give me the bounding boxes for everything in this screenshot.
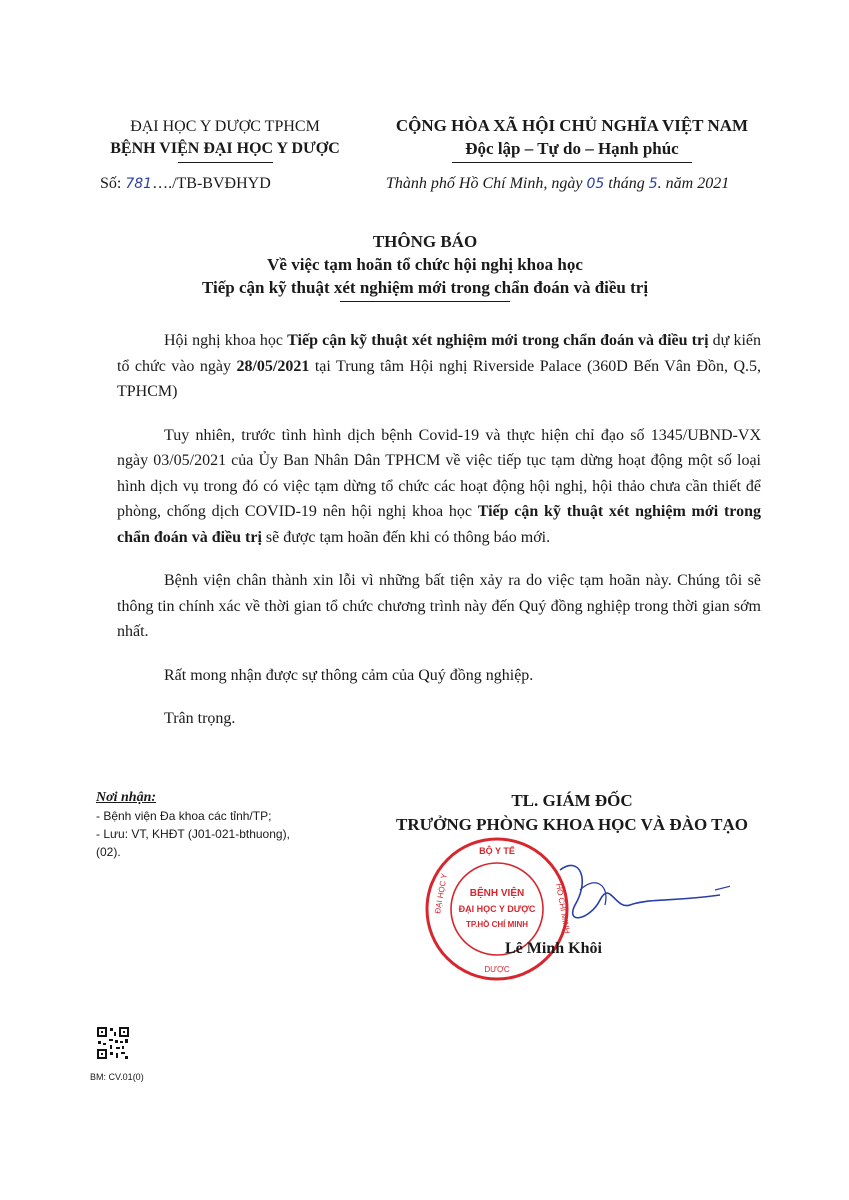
conference-name: Tiếp cận kỹ thuật xét nghiệm mới trong chẩn đoán và điều trị [287, 332, 709, 349]
text: Tuy nhiên, trước tình hình dịch bệnh Covid-19 và thực hiện chỉ đạo số 1345/UBND-VX ngày 03/05/2021 của Ủy Ban Nhân Dân TPHCM về việc tiếp tục tạm dừng hoạt động một số loại hình dịch vụ trong đó có việc tạm dừng tổ chức các hoạt động hội nghị, hội thảo chưa cần thiết để phòng, chống dịch COVID-19 nên hội nghị khoa học [117, 426, 761, 520]
text: sẽ được tạm hoãn đến khi có thông báo mới. [261, 528, 551, 546]
stamp-line1: BỆNH VIỆN [469, 888, 525, 899]
date-text: . năm 2021 [657, 175, 730, 192]
text: Hội nghị khoa học [164, 332, 288, 349]
number-suffix: …./TB-BVĐHYD [152, 175, 271, 192]
document-body [117, 328, 761, 750]
recipients-label: Nơi nhận: [96, 790, 157, 805]
organization-header [80, 116, 370, 163]
stamp-top-text: BỘ Y TẾ [479, 846, 515, 856]
date-day: 05 [586, 176, 605, 192]
motto: Độc lập – Tự do – Hạnh phúc [465, 139, 679, 158]
recipient-item: - Lưu: VT, KHĐT (J01-021-bthuong), [96, 827, 290, 841]
conference-date: 28/05/2021 [236, 357, 310, 375]
recipient-item: - Bệnh viện Đa khoa các tỉnh/TP; [96, 809, 272, 823]
recipient-item: (02). [96, 845, 121, 859]
stamp-ring-right: HỒ CHÍ MINH [554, 882, 572, 935]
official-stamp [422, 834, 572, 984]
conference-name: Tiếp cận kỹ thuật xét nghiệm mới trong chẩn đoán và điều trị [117, 503, 761, 546]
document-title [60, 230, 790, 302]
text: dự kiến tổ chức vào ngày [117, 332, 761, 375]
number-prefix: Số: [100, 175, 126, 192]
national-header [372, 114, 772, 163]
form-code: BM: CV.01(0) [90, 1072, 144, 1082]
signatory-position: TRƯỞNG PHÒNG KHOA HỌC VÀ ĐÀO TẠO [396, 815, 748, 834]
text: tại Trung tâm Hội nghị Riverside Palace (360D Bến Vân Đồn, Q.5, TPHCM) [117, 357, 761, 400]
title-notice: THÔNG BÁO [372, 232, 478, 251]
signatory-title: TL. GIÁM ĐỐC [511, 791, 633, 810]
paragraph-2 [117, 423, 761, 551]
recipients-block [96, 789, 386, 861]
paragraph-1 [117, 328, 761, 405]
qr-code-icon [96, 1026, 130, 1060]
stamp-ring-bottom: DƯỢC [484, 965, 510, 974]
hospital-name: BỆNH VIỆN ĐẠI HỌC Y DƯỢC [110, 140, 340, 157]
date-text: Thành phố Hồ Chí Minh, ngày [386, 175, 587, 192]
paragraph-4: Rất mong nhận được sự thông cảm của Quý đồng nghiệp. [164, 666, 534, 684]
stamp-line3: TP.HỒ CHÍ MINH [465, 920, 529, 929]
number-handwritten: 781 [125, 176, 153, 192]
signature-block [372, 789, 772, 837]
header-underline [178, 162, 273, 163]
paragraph-5: Trân trọng. [164, 710, 236, 727]
stamp-ring-left: ĐẠI HỌC Y [433, 872, 450, 915]
document-number [100, 175, 271, 193]
country-name: CỘNG HÒA XÃ HỘI CHỦ NGHĨA VIỆT NAM [395, 116, 749, 135]
signer-name: Lê Minh Khôi [505, 940, 602, 957]
document-date [386, 175, 729, 193]
date-month: 5 [648, 176, 658, 192]
parent-org: ĐẠI HỌC Y DƯỢC TPHCM [130, 118, 320, 135]
title-conference: Tiếp cận kỹ thuật xét nghiệm mới trong chẩn đoán và điều trị [201, 278, 649, 297]
motto-underline [452, 162, 692, 163]
paragraph-3: Bệnh viện chân thành xin lỗi vì những bất tiện xảy ra do việc tạm hoãn này. Chúng tôi sẽ thông tin chính xác về thời gian tổ chức chương trình này đến Quý đồng nghiệp trong thời gian sớm nhất. [117, 572, 761, 640]
stamp-line2: ĐẠI HỌC Y DƯỢC [458, 904, 536, 914]
title-underline [340, 301, 510, 302]
title-subject: Về việc tạm hoãn tổ chức hội nghị khoa học [267, 255, 583, 274]
date-text: tháng [604, 175, 649, 192]
